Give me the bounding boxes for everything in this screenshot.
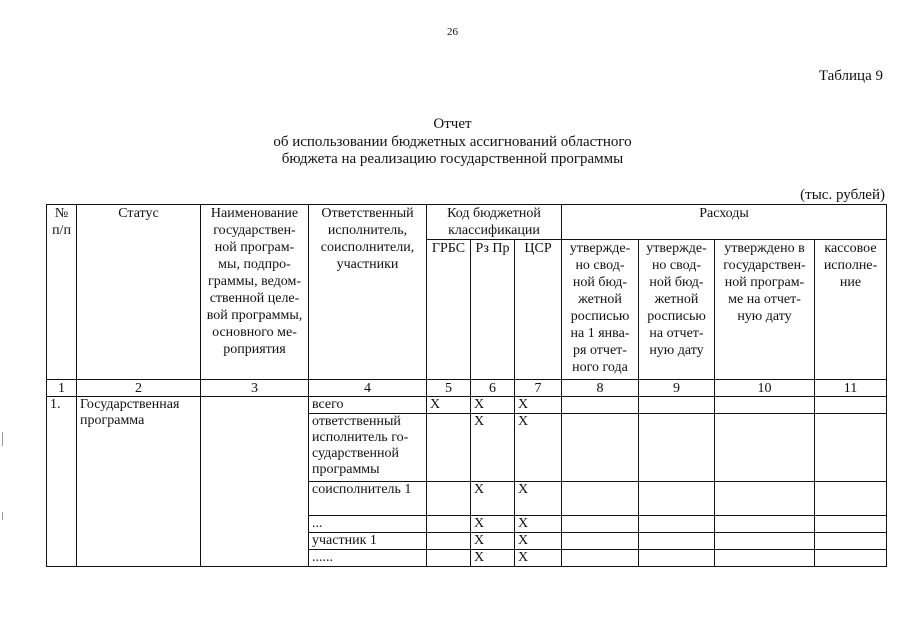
row-number: 1. [47,397,77,567]
expense-cell [562,414,639,482]
grbs-cell [427,550,471,567]
header-expense-cash: кассовое исполне-ние [815,240,887,380]
column-number-row [47,380,887,397]
expense-cell [715,516,815,533]
expense-cell [815,533,887,550]
header-budget-code: Код бюджетной классификации [427,205,562,240]
expense-cell [639,414,715,482]
csr-mark: X [515,533,562,550]
header-row-1 [47,205,887,240]
csr-mark: X [515,482,562,516]
csr-mark: X [515,516,562,533]
executor-cell: ответственный исполнитель го-сударственной программы [309,414,427,482]
column-number: 5 [427,380,471,397]
expense-cell [562,533,639,550]
header-expense-jan: утвержде-но свод-ной бюд-жетной росписью на 1 янва-ря отчет-ного года [562,240,639,380]
expense-cell [715,533,815,550]
expense-cell [562,482,639,516]
column-number: 9 [639,380,715,397]
header-status: Статус [77,205,201,380]
expense-cell [815,414,887,482]
grbs-cell [427,482,471,516]
rzpr-mark: X [471,516,515,533]
report-title [0,116,905,169]
executor-cell: ... [309,516,427,533]
table-label: Таблица 9 [818,68,883,84]
expense-cell [639,516,715,533]
header-expense-program: утверждено в государствен-ной програм-ме на отчет-ную дату [715,240,815,380]
expense-cell [715,414,815,482]
title-line-1: Отчет [433,116,472,132]
table-row [47,397,887,414]
column-number: 1 [47,380,77,397]
rzpr-mark: X [471,414,515,482]
executor-cell: участник 1 [309,533,427,550]
grbs-cell [427,414,471,482]
expense-cell [639,533,715,550]
column-number: 2 [77,380,201,397]
expense-cell [815,397,887,414]
column-number: 10 [715,380,815,397]
header-grbs: ГРБС [427,240,471,380]
units-label: (тыс. рублей) [800,187,885,203]
column-number: 3 [201,380,309,397]
rzpr-mark: X [471,550,515,567]
title-line-3: бюджета на реализацию государственной программы [281,151,624,167]
csr-mark: X [515,397,562,414]
expense-cell [639,482,715,516]
header-expenses: Расходы [562,205,887,240]
grbs-cell [427,533,471,550]
title-line-2: об использовании бюджетных ассигнований областного [273,133,632,150]
executor-cell: соисполнитель 1 [309,482,427,516]
header-expense-date: утвержде-но свод-ной бюд-жетной росписью на отчет-ную дату [639,240,715,380]
expense-cell [815,550,887,567]
scan-edge-mark [2,512,3,520]
expense-cell [715,482,815,516]
grbs-cell [427,516,471,533]
rzpr-mark: X [471,533,515,550]
expense-cell [562,516,639,533]
csr-mark: X [515,550,562,567]
executor-cell: всего [309,397,427,414]
column-number: 11 [815,380,887,397]
report-table [46,204,887,567]
header-csr: ЦСР [515,240,562,380]
column-number: 7 [515,380,562,397]
column-number: 6 [471,380,515,397]
expense-cell [562,550,639,567]
expense-cell [715,397,815,414]
header-num: № п/п [47,205,77,380]
executor-cell: ...... [309,550,427,567]
row-name [201,397,309,567]
rzpr-mark: X [471,397,515,414]
rzpr-mark: X [471,482,515,516]
expense-cell [562,397,639,414]
expense-cell [815,516,887,533]
page-number: 26 [447,26,458,38]
column-number: 4 [309,380,427,397]
scan-edge-mark [2,432,3,446]
expense-cell [639,550,715,567]
expense-cell [815,482,887,516]
expense-cell [639,397,715,414]
expense-cell [715,550,815,567]
header-executor: Ответственный исполнитель, соисполнители, участники [309,205,427,380]
grbs-mark: X [427,397,471,414]
header-rzpr: Рз Пр [471,240,515,380]
csr-mark: X [515,414,562,482]
column-number: 8 [562,380,639,397]
row-status: Государственная программа [77,397,201,567]
header-name: Наименование государствен-ной програм-мы, подпро-граммы, ведом-ственной целе-вой программы, основного ме-роприятия [201,205,309,380]
